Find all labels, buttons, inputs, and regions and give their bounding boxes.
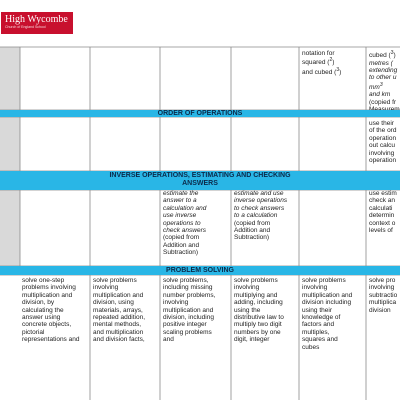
problem-col4-line: multiples,	[302, 328, 330, 336]
problem-col4-line: multiplication and	[302, 291, 353, 299]
left-gray-strip-top	[0, 47, 20, 110]
problem-col2-line: number problems,	[163, 291, 216, 299]
problem-col4-cell	[302, 277, 352, 351]
problem-col3-line: solve problems	[234, 277, 278, 284]
top-col5-cell	[369, 50, 400, 114]
order-col5-line: of the ord	[369, 127, 397, 135]
inverse-col5-line: check an	[369, 197, 396, 205]
logo-name: High Wycombe	[5, 14, 68, 25]
inverse-col3-cell	[234, 190, 287, 242]
inverse-col5-line: determin	[369, 212, 395, 220]
inverse-col2-line: calculation and	[163, 204, 207, 212]
logo-subtitle: Church of England School	[5, 25, 46, 29]
inverse-heading-line2: ANSWERS	[182, 180, 218, 187]
inverse-col3-line: to check answers	[234, 204, 285, 212]
left-gray-strip-order	[0, 117, 20, 171]
section-heading-inverse-operations	[0, 171, 400, 190]
problem-col0-line: calculating the	[22, 306, 64, 314]
problem-col5-cell	[369, 277, 400, 314]
problem-col2-line: including missing	[163, 284, 213, 292]
inverse-col5-line: levels of	[369, 227, 393, 235]
problem-col0-line: concrete objects,	[22, 321, 72, 329]
problem-col0-line: problems involving	[22, 284, 76, 292]
problem-col2-line: multiplication and	[163, 306, 214, 314]
top-col5-line3: extending	[369, 66, 398, 74]
problem-col0-line: representations and	[22, 336, 80, 344]
top-col5-line5: $mm^3$	[369, 81, 383, 91]
problem-col2-line: involving	[163, 299, 189, 307]
inverse-col3-line: to a calculation	[234, 212, 278, 220]
problem-col1-line: materials, arrays,	[93, 306, 143, 314]
inverse-col2-line: check answers	[163, 227, 206, 235]
problem-col4-line: cubes	[302, 343, 320, 351]
order-col5-line: use their	[369, 120, 394, 127]
problem-col0-cell	[22, 277, 79, 344]
problem-col4-line: factors and	[302, 321, 335, 329]
order-col5-line: operation	[369, 134, 397, 142]
problem-col0-line: solve one-step	[22, 277, 65, 284]
section-heading-problem-solving: PROBLEM SOLVING	[0, 266, 400, 275]
inverse-col3-line: inverse operations	[234, 197, 288, 205]
inverse-col2-line: operations to	[163, 219, 201, 227]
problem-col4-line: knowledge of	[302, 314, 341, 322]
top-col4-line3: and cubed ($^3$)	[302, 66, 342, 77]
problem-col0-line: multiplication and	[22, 291, 73, 299]
order-col5-cell	[369, 120, 400, 164]
order-col5-line: out calcu	[369, 142, 396, 150]
problem-col3-line: involving	[234, 284, 260, 292]
problem-col2-line: division, including	[163, 314, 214, 322]
problem-col4-line: involving	[302, 284, 328, 292]
problem-col1-cell	[93, 277, 145, 344]
inverse-col2-line: Addition and	[163, 241, 200, 249]
problem-col5-line: division	[369, 306, 391, 314]
top-col5-line6: and km	[369, 91, 391, 99]
inverse-col5-line: calculati	[369, 204, 393, 212]
problem-col5-line: solve pro	[369, 277, 396, 284]
problem-col3-line: multiply two digit	[234, 321, 282, 329]
problem-col3-line: adding, including	[234, 299, 283, 307]
inverse-col2-line: (copied from	[163, 234, 200, 242]
problem-col5-line: subtractio	[369, 291, 398, 299]
problem-col0-line: answer using	[22, 314, 61, 322]
top-col5-line4: to other u	[369, 74, 397, 82]
inverse-col3-line: (copied from	[234, 219, 271, 227]
problem-col0-line: division, by	[22, 299, 55, 307]
inverse-col5-cell	[369, 190, 400, 234]
inverse-col3-line: estimate and use	[234, 190, 284, 197]
problem-col4-line: using their	[302, 306, 332, 314]
problem-col3-line: multiplying and	[234, 291, 278, 299]
problem-col3-line: distributive law to	[234, 314, 284, 322]
problem-col5-line: multiplica	[369, 299, 397, 307]
inverse-col2-cell	[163, 190, 206, 257]
problem-col2-cell	[163, 277, 215, 344]
inverse-col5-line: context o	[369, 219, 396, 227]
problem-col2-line: and	[163, 336, 174, 344]
problem-col1-line: solve problems	[93, 277, 137, 284]
problem-col1-line: division, using	[93, 299, 134, 307]
problem-col1-line: and multiplication	[93, 328, 144, 336]
top-col5-line7: (copied fr	[369, 98, 397, 106]
inverse-col2-line: estimate the	[163, 190, 199, 197]
left-gray-strip-inverse	[0, 190, 20, 266]
problem-col4-line: squares and	[302, 336, 338, 344]
problem-col2-line: solve problems,	[163, 277, 209, 284]
problem-col1-line: mental methods,	[93, 321, 142, 329]
top-col4-line2: squared ($^2$)	[302, 57, 335, 67]
problem-col1-line: multiplication and	[93, 291, 144, 299]
problem-col2-line: scaling problems	[163, 328, 212, 336]
problem-col1-line: and division facts,	[93, 336, 145, 344]
problem-col4-line: division including	[302, 299, 352, 307]
order-col5-line: operation	[369, 157, 397, 165]
order-col5-line: involving	[369, 149, 395, 157]
problem-col5-line: involving	[369, 284, 395, 292]
inverse-col2-line: answer to a	[163, 197, 197, 205]
problem-col3-line: digit, integer	[234, 336, 270, 344]
problem-col3-line: using the	[234, 306, 261, 314]
problem-col3-line: numbers by one	[234, 328, 281, 336]
problem-col4-line: solve problems	[302, 277, 346, 284]
problem-col0-line: pictorial	[22, 328, 45, 336]
problem-col2-line: positive integer	[163, 321, 207, 329]
top-col4-cell	[302, 50, 341, 77]
problem-col1-line: repeated addition,	[93, 314, 146, 322]
problem-col3-cell	[234, 277, 284, 344]
top-col4-line1: notation for	[302, 50, 335, 57]
inverse-col2-line: use inverse	[163, 212, 197, 220]
school-logo	[1, 12, 73, 34]
top-col5-line2: metres (	[369, 59, 393, 67]
problem-col1-line: involving	[93, 284, 119, 292]
inverse-col2-line: Subtraction)	[163, 249, 199, 257]
section-heading-order-of-operations: ORDER OF OPERATIONS	[0, 110, 400, 117]
inverse-col3-line: Subtraction)	[234, 234, 270, 242]
inverse-col3-line: Addition and	[234, 227, 271, 235]
inverse-heading-line1: INVERSE OPERATIONS, ESTIMATING AND CHECKING	[109, 172, 291, 179]
inverse-col5-line: use estim	[369, 190, 397, 197]
top-col5-line1: cubed ($^3$)	[369, 50, 396, 60]
